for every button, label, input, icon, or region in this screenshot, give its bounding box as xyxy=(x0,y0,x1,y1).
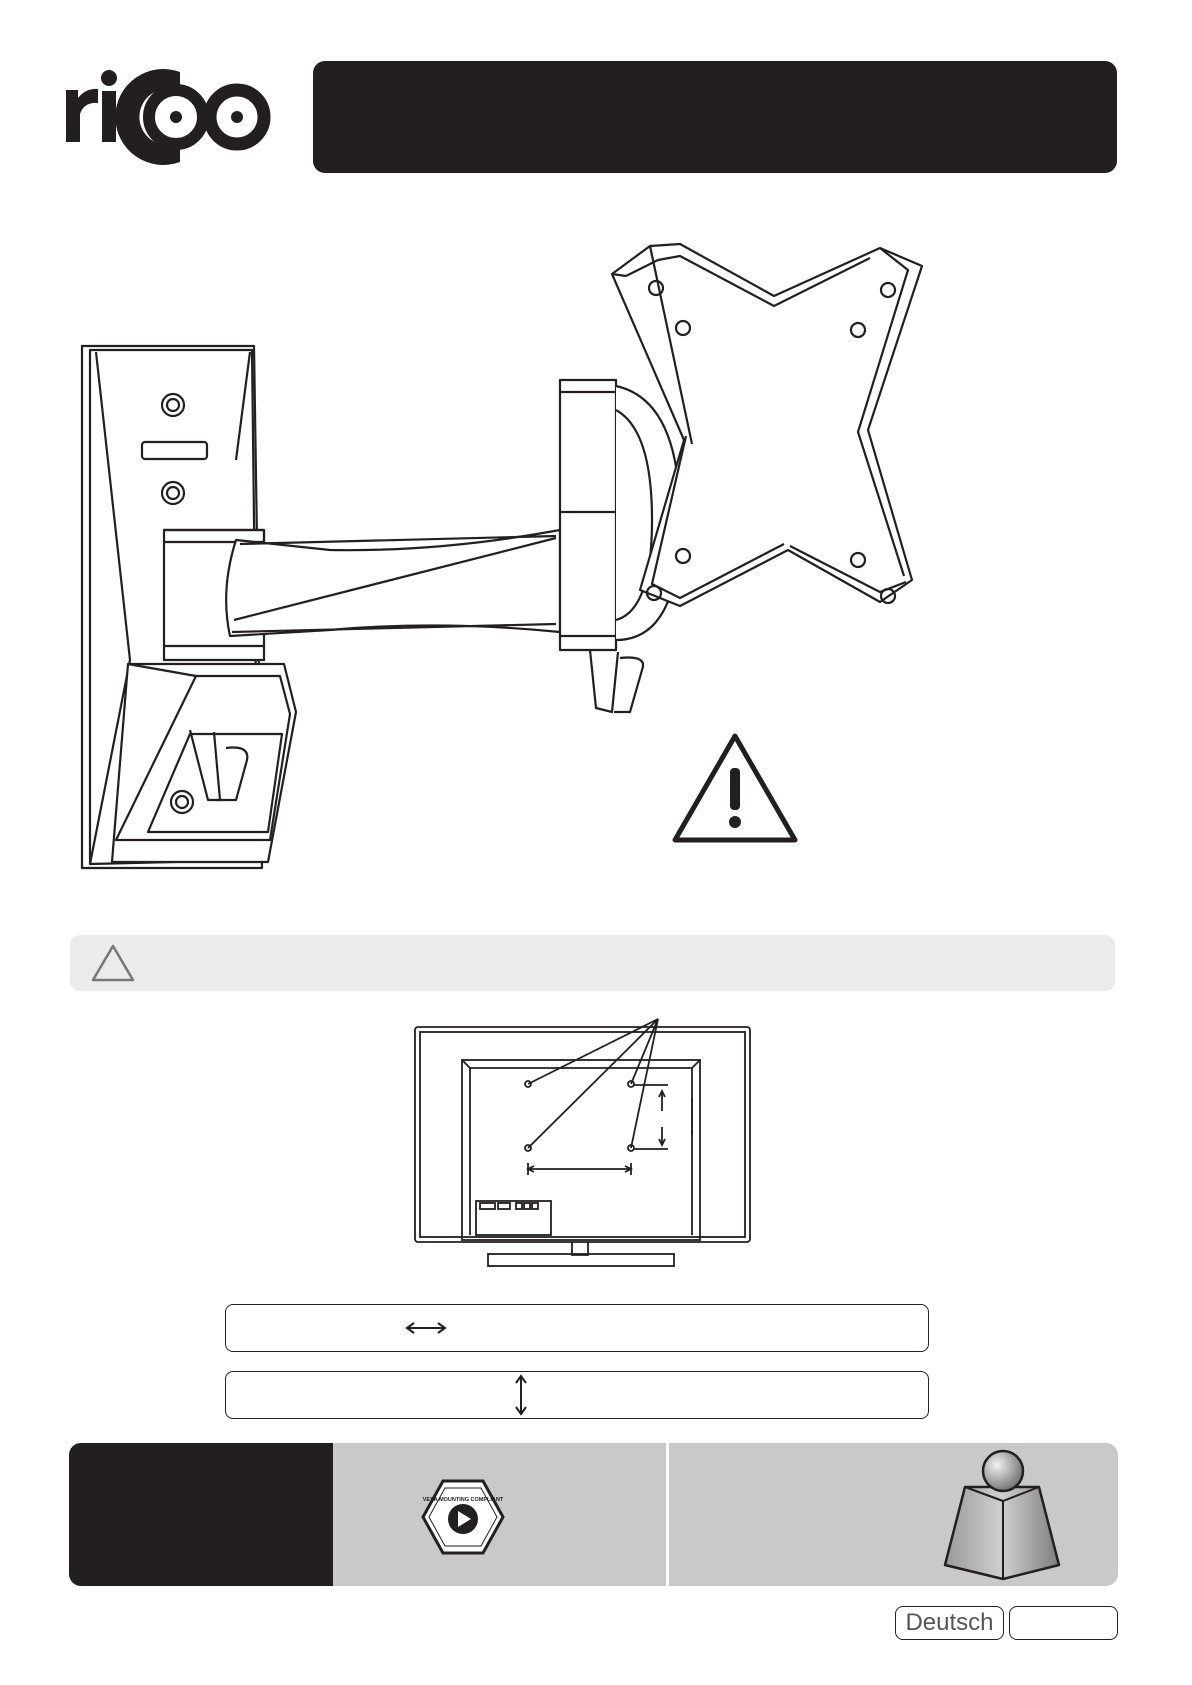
weight-icon xyxy=(935,1447,1069,1583)
vesa-vertical-spec xyxy=(225,1371,929,1419)
info-band xyxy=(69,1443,1118,1586)
language-button-deutsch[interactable]: Deutsch xyxy=(895,1606,1004,1640)
vesa-badge-text: VESA MOUNTING COMPLIANT xyxy=(422,1497,504,1503)
warning-triangle-icon xyxy=(675,736,795,840)
info-dark-panel xyxy=(69,1443,333,1586)
double-arrow-vertical-icon xyxy=(512,1373,530,1417)
double-arrow-horizontal-icon xyxy=(404,1319,448,1337)
warning-triangle-outline-icon xyxy=(90,943,136,983)
wall-mount-illustration xyxy=(0,200,1192,920)
warning-bar xyxy=(70,935,1115,991)
language-button-other[interactable] xyxy=(1009,1606,1118,1640)
brand-logo xyxy=(62,58,282,176)
language-switcher xyxy=(895,1606,1118,1642)
vesa-horizontal-spec xyxy=(225,1304,929,1352)
info-divider xyxy=(666,1443,669,1586)
title-bar xyxy=(313,61,1117,173)
tv-back-diagram xyxy=(380,1005,760,1275)
logo-text: ricoo xyxy=(62,58,65,59)
vesa-compliant-logo xyxy=(421,1479,505,1555)
